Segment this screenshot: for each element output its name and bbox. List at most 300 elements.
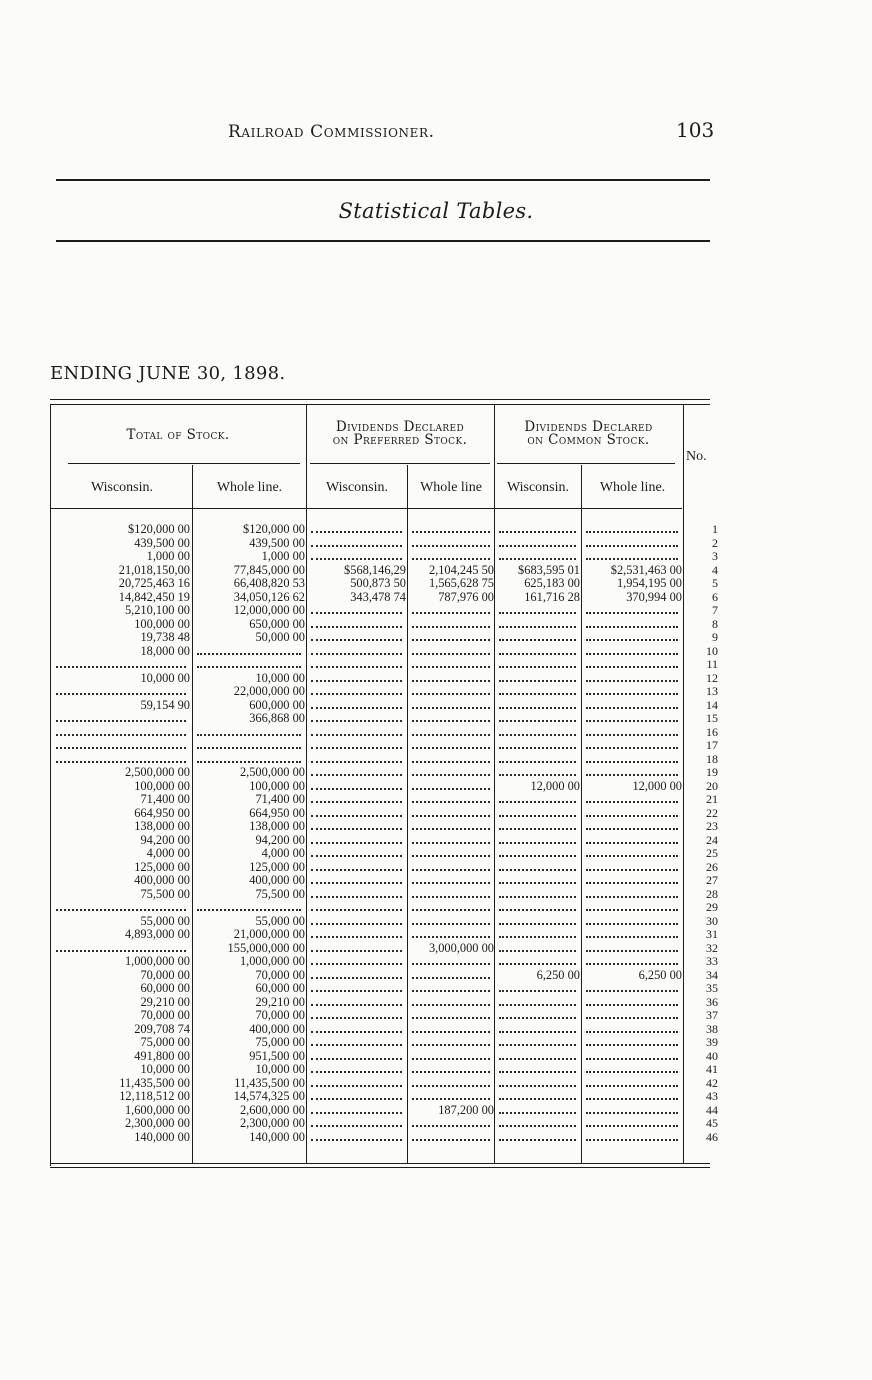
cell-total-whole-line: 21,000,000 00 xyxy=(233,928,305,941)
cell-total-wisconsin: 55,000 00 xyxy=(140,914,190,928)
leader-dots xyxy=(311,923,402,925)
leader-dots xyxy=(412,936,490,938)
leader-dots xyxy=(499,1031,576,1033)
leader-dots xyxy=(586,653,678,655)
cell-total-whole-line: 650,000 00 xyxy=(249,617,305,631)
row-number: 40 xyxy=(706,1048,718,1063)
leader-dots xyxy=(499,990,576,992)
leader-dots xyxy=(586,923,678,925)
leader-dots xyxy=(586,950,678,952)
table-row xyxy=(50,780,730,794)
leader-dots xyxy=(499,626,576,628)
cell-total-whole-line: 366,868 00 xyxy=(249,712,305,725)
leader-dots xyxy=(586,707,678,709)
leader-dots xyxy=(311,531,402,533)
row-number: 2 xyxy=(712,535,718,550)
header-bottom-rule xyxy=(50,508,682,509)
leader-dots xyxy=(412,1017,490,1019)
leader-dots xyxy=(499,936,576,938)
leader-dots xyxy=(412,666,490,668)
leader-dots xyxy=(586,801,678,803)
cell-total-whole-line: 400,000 00 xyxy=(249,1022,305,1036)
leader-dots xyxy=(586,680,678,682)
leader-dots xyxy=(311,1098,402,1100)
leader-dots xyxy=(311,869,402,871)
leader-dots xyxy=(499,963,576,965)
common-dividends-header xyxy=(495,421,682,447)
leader-dots xyxy=(499,842,576,844)
preferred-dividends-header xyxy=(307,421,493,447)
leader-dots xyxy=(586,774,678,776)
cell-preferred-whole-line: 2,104,245 50 xyxy=(428,563,494,577)
row-number: 7 xyxy=(712,603,718,617)
cell-total-wisconsin: $120,000 00 xyxy=(128,523,190,536)
leader-dots xyxy=(586,720,678,722)
cell-total-wisconsin: 100,000 00 xyxy=(134,617,190,631)
leader-dots xyxy=(499,720,576,722)
table-bottom-rule-1 xyxy=(50,1163,710,1164)
leader-dots xyxy=(586,936,678,938)
leader-dots xyxy=(586,531,678,533)
row-number: 39 xyxy=(706,1035,718,1049)
leader-dots xyxy=(586,869,678,871)
cell-total-whole-line: 94,200 00 xyxy=(255,833,305,847)
cell-common-wisconsin: 625,183 00 xyxy=(524,577,580,590)
cell-total-whole-line: 100,000 00 xyxy=(249,779,305,793)
row-number: 4 xyxy=(712,562,718,577)
table-top-rule-1 xyxy=(50,399,710,400)
table-row xyxy=(50,901,730,915)
row-number: 46 xyxy=(706,1129,718,1144)
cell-total-whole-line: 155,000,000 00 xyxy=(227,941,305,955)
table-row xyxy=(50,982,730,996)
leader-dots xyxy=(499,653,576,655)
leader-dots xyxy=(586,1071,678,1073)
cell-total-whole-line: 600,000 00 xyxy=(249,698,305,712)
leader-dots xyxy=(311,1017,402,1019)
leader-dots xyxy=(412,653,490,655)
leader-dots xyxy=(412,707,490,709)
leader-dots xyxy=(499,950,576,952)
leader-dots xyxy=(499,896,576,898)
leader-dots xyxy=(412,801,490,803)
cell-total-whole-line: 29,210 00 xyxy=(255,995,305,1009)
table-row xyxy=(50,1063,730,1077)
row-number: 14 xyxy=(706,697,718,712)
table-row xyxy=(50,1050,730,1064)
leader-dots xyxy=(499,761,576,763)
cell-total-whole-line: 664,950 00 xyxy=(249,806,305,820)
cell-total-whole-line: 50,000 00 xyxy=(255,631,305,644)
table-row xyxy=(50,726,730,740)
leader-dots xyxy=(586,1044,678,1046)
leader-dots xyxy=(311,1004,402,1006)
common-dividends-header-line1: Dividends Declared xyxy=(524,419,653,435)
row-number: 24 xyxy=(706,832,718,847)
cell-total-wisconsin: 1,000 00 xyxy=(146,550,190,563)
cell-total-wisconsin: 94,200 00 xyxy=(140,833,190,847)
cell-total-wisconsin: 20,725,463 16 xyxy=(118,577,190,590)
cell-total-wisconsin: 12,118,512 00 xyxy=(119,1090,190,1103)
leader-dots xyxy=(586,1098,678,1100)
leader-dots xyxy=(499,1058,576,1060)
row-number: 27 xyxy=(706,873,718,887)
row-number: 5 xyxy=(712,576,718,590)
row-number: 42 xyxy=(706,1075,718,1090)
leader-dots xyxy=(586,761,678,763)
leader-dots xyxy=(499,855,576,857)
table-row xyxy=(50,591,730,605)
cell-total-whole-line: 77,845,000 00 xyxy=(233,563,305,577)
cell-total-wisconsin: 5,210,100 00 xyxy=(124,604,190,617)
leader-dots xyxy=(56,666,186,668)
leader-dots xyxy=(311,990,402,992)
col-header-common-whole-line: Whole line. xyxy=(599,480,666,495)
leader-dots xyxy=(311,747,402,749)
leader-dots xyxy=(412,828,490,830)
table-row xyxy=(50,874,730,888)
cell-common-wisconsin: 161,716 28 xyxy=(524,590,580,604)
cell-total-whole-line: 22,000,000 00 xyxy=(233,685,305,698)
table-row xyxy=(50,564,730,578)
leader-dots xyxy=(311,842,402,844)
leader-dots xyxy=(56,909,186,911)
cell-total-wisconsin: 10,000 00 xyxy=(140,1063,190,1076)
preferred-dividends-header-line1: Dividends Declared xyxy=(335,419,465,435)
leader-dots xyxy=(412,923,490,925)
table-bottom-rule-2 xyxy=(50,1167,710,1168)
leader-dots xyxy=(311,1031,402,1033)
leader-dots xyxy=(586,639,678,641)
row-number: 36 xyxy=(706,994,718,1009)
leader-dots xyxy=(412,1085,490,1087)
table-row xyxy=(50,820,730,834)
leader-dots xyxy=(499,774,576,776)
leader-dots xyxy=(499,693,576,695)
cell-total-wisconsin: 18,000 00 xyxy=(140,644,190,658)
leader-dots xyxy=(412,1139,490,1141)
leader-dots xyxy=(499,815,576,817)
leader-dots xyxy=(499,882,576,884)
leader-dots xyxy=(311,896,402,898)
row-number: 3 xyxy=(712,549,718,563)
cell-common-wisconsin: 12,000 00 xyxy=(530,779,580,793)
leader-dots xyxy=(586,815,678,817)
row-number: 30 xyxy=(706,913,718,928)
leader-dots xyxy=(412,761,490,763)
cell-total-wisconsin: 71,400 00 xyxy=(140,793,190,806)
cell-total-whole-line: 70,000 00 xyxy=(255,968,305,982)
leader-dots xyxy=(499,612,576,614)
leader-dots xyxy=(56,950,186,952)
cell-total-whole-line: 66,408,820 53 xyxy=(233,577,305,590)
leader-dots xyxy=(586,1004,678,1006)
row-number: 10 xyxy=(706,643,718,658)
leader-dots xyxy=(311,545,402,547)
leader-dots xyxy=(586,626,678,628)
table-row xyxy=(50,1036,730,1050)
table-row xyxy=(50,1117,730,1131)
row-number: 38 xyxy=(706,1021,718,1036)
table-row xyxy=(50,969,730,983)
leader-dots xyxy=(311,882,402,884)
row-number: 31 xyxy=(706,927,718,941)
leader-dots xyxy=(56,720,186,722)
leader-dots xyxy=(412,963,490,965)
leader-dots xyxy=(197,909,301,911)
leader-dots xyxy=(586,1085,678,1087)
cell-common-whole-line: $2,531,463 00 xyxy=(610,563,682,577)
leader-dots xyxy=(56,693,186,695)
leader-dots xyxy=(412,680,490,682)
leader-dots xyxy=(311,774,402,776)
table-top-rule-2 xyxy=(50,404,710,405)
cell-total-wisconsin: 125,000 00 xyxy=(134,860,190,874)
leader-dots xyxy=(412,1125,490,1127)
leader-dots xyxy=(311,1125,402,1127)
col-header-common-wisconsin: Wisconsin. xyxy=(506,480,570,495)
leader-dots xyxy=(311,558,402,560)
cell-total-wisconsin: 138,000 00 xyxy=(134,820,190,833)
leader-dots xyxy=(412,882,490,884)
cell-total-wisconsin: 29,210 00 xyxy=(140,995,190,1009)
leader-dots xyxy=(586,612,678,614)
leader-dots xyxy=(586,855,678,857)
leader-dots xyxy=(197,734,301,736)
leader-dots xyxy=(412,1098,490,1100)
cell-total-wisconsin: 400,000 00 xyxy=(134,874,190,887)
cell-total-wisconsin: 4,000 00 xyxy=(146,847,190,860)
leader-dots xyxy=(311,653,402,655)
leader-dots xyxy=(499,909,576,911)
cell-preferred-wisconsin: $568,146,29 xyxy=(344,563,406,577)
row-number: 34 xyxy=(706,967,718,982)
cell-total-wisconsin: 1,000,000 00 xyxy=(124,955,190,968)
leader-dots xyxy=(412,639,490,641)
cell-preferred-wisconsin: 343,478 74 xyxy=(350,590,406,604)
cell-total-wisconsin: 209,708 74 xyxy=(134,1022,190,1036)
table-row xyxy=(50,1009,730,1023)
leader-dots xyxy=(311,612,402,614)
table-row xyxy=(50,712,730,726)
table-row xyxy=(50,523,730,537)
table-row xyxy=(50,550,730,564)
table-row xyxy=(50,807,730,821)
leader-dots xyxy=(412,977,490,979)
cell-common-wisconsin: 6,250 00 xyxy=(536,968,580,982)
leader-dots xyxy=(311,815,402,817)
leader-dots xyxy=(56,734,186,736)
leader-dots xyxy=(56,761,186,763)
cell-total-whole-line: 71,400 00 xyxy=(255,793,305,806)
cell-total-whole-line: 10,000 00 xyxy=(255,671,305,685)
table-row xyxy=(50,618,730,632)
leader-dots xyxy=(56,747,186,749)
cell-preferred-whole-line: 1,565,628 75 xyxy=(428,577,494,590)
leader-dots xyxy=(412,626,490,628)
preferred-group-rule xyxy=(310,463,490,464)
cell-total-whole-line: 138,000 00 xyxy=(249,820,305,833)
row-number: 25 xyxy=(706,846,718,860)
table-row xyxy=(50,699,730,713)
table-row xyxy=(50,1077,730,1091)
table-row xyxy=(50,766,730,780)
table-body xyxy=(50,523,730,1144)
cell-preferred-whole-line: 787,976 00 xyxy=(438,590,494,604)
leader-dots xyxy=(311,1044,402,1046)
row-number: 29 xyxy=(706,900,718,914)
leader-dots xyxy=(311,666,402,668)
cell-total-whole-line: $120,000 00 xyxy=(243,523,305,536)
cell-preferred-wisconsin: 500,873 50 xyxy=(350,577,406,590)
leader-dots xyxy=(197,666,301,668)
cell-total-whole-line: 2,500,000 00 xyxy=(239,766,305,779)
row-number: 19 xyxy=(706,765,718,779)
table-row xyxy=(50,847,730,861)
leader-dots xyxy=(412,788,490,790)
leader-dots xyxy=(412,1004,490,1006)
cell-total-whole-line: 34,050,126 62 xyxy=(233,590,305,604)
row-number: 44 xyxy=(706,1102,718,1117)
table-row xyxy=(50,888,730,902)
leader-dots xyxy=(311,761,402,763)
cell-total-wisconsin: 10,000 00 xyxy=(140,671,190,685)
leader-dots xyxy=(412,896,490,898)
cell-common-whole-line: 1,954,195 00 xyxy=(616,577,682,590)
leader-dots xyxy=(412,558,490,560)
leader-dots xyxy=(311,680,402,682)
leader-dots xyxy=(499,545,576,547)
cell-total-whole-line: 14,574,325 00 xyxy=(233,1090,305,1103)
leader-dots xyxy=(311,855,402,857)
leader-dots xyxy=(412,531,490,533)
leader-dots xyxy=(311,693,402,695)
leader-dots xyxy=(586,734,678,736)
leader-dots xyxy=(586,1125,678,1127)
leader-dots xyxy=(586,909,678,911)
table-row xyxy=(50,1131,730,1145)
leader-dots xyxy=(412,869,490,871)
leader-dots xyxy=(499,801,576,803)
leader-dots xyxy=(499,828,576,830)
row-number: 22 xyxy=(706,805,718,820)
cell-total-whole-line: 439,500 00 xyxy=(249,536,305,550)
cell-total-wisconsin: 100,000 00 xyxy=(134,779,190,793)
cell-total-whole-line: 951,500 00 xyxy=(249,1049,305,1063)
leader-dots xyxy=(412,815,490,817)
leader-dots xyxy=(586,896,678,898)
leader-dots xyxy=(586,666,678,668)
leader-dots xyxy=(586,545,678,547)
leader-dots xyxy=(499,1017,576,1019)
row-number: 28 xyxy=(706,886,718,901)
table-row xyxy=(50,1023,730,1037)
table-row xyxy=(50,834,730,848)
preferred-dividends-header-line2: on Preferred Stock. xyxy=(332,432,468,448)
col-header-preferred-whole-line: Whole line xyxy=(420,480,482,495)
leader-dots xyxy=(412,855,490,857)
row-number: 15 xyxy=(706,711,718,725)
leader-dots xyxy=(412,774,490,776)
no-column-header: No. xyxy=(686,449,707,464)
leader-dots xyxy=(499,1085,576,1087)
cell-total-whole-line: 70,000 00 xyxy=(255,1009,305,1022)
leader-dots xyxy=(499,747,576,749)
total-stock-group-rule xyxy=(68,463,300,464)
leader-dots xyxy=(412,1044,490,1046)
leader-dots xyxy=(311,788,402,790)
row-number: 17 xyxy=(706,738,718,752)
cell-common-whole-line: 370,994 00 xyxy=(626,590,682,604)
leader-dots xyxy=(499,1004,576,1006)
leader-dots xyxy=(311,828,402,830)
leader-dots xyxy=(586,828,678,830)
row-number: 18 xyxy=(706,751,718,766)
leader-dots xyxy=(412,990,490,992)
row-number: 32 xyxy=(706,940,718,955)
leader-dots xyxy=(499,1044,576,1046)
leader-dots xyxy=(311,909,402,911)
table-row xyxy=(50,1090,730,1104)
cell-total-wisconsin: 439,500 00 xyxy=(134,536,190,550)
leader-dots xyxy=(586,882,678,884)
leader-dots xyxy=(412,842,490,844)
table-row xyxy=(50,955,730,969)
leader-dots xyxy=(586,693,678,695)
cell-total-whole-line: 125,000 00 xyxy=(249,860,305,874)
cell-total-wisconsin: 11,435,500 00 xyxy=(119,1076,190,1090)
cell-total-wisconsin: 2,300,000 00 xyxy=(124,1117,190,1130)
cell-total-wisconsin: 140,000 00 xyxy=(134,1130,190,1144)
cell-total-whole-line: 75,000 00 xyxy=(255,1036,305,1049)
top-rule xyxy=(56,179,710,181)
leader-dots xyxy=(311,963,402,965)
leader-dots xyxy=(311,801,402,803)
leader-dots xyxy=(311,1058,402,1060)
table-row xyxy=(50,604,730,618)
leader-dots xyxy=(412,1071,490,1073)
common-group-rule xyxy=(497,463,675,464)
leader-dots xyxy=(412,612,490,614)
leader-dots xyxy=(499,531,576,533)
leader-dots xyxy=(586,1139,678,1141)
leader-dots xyxy=(412,747,490,749)
leader-dots xyxy=(311,1085,402,1087)
table-row xyxy=(50,996,730,1010)
cell-total-wisconsin: 14,842,450 19 xyxy=(118,590,190,604)
leader-dots xyxy=(311,707,402,709)
leader-dots xyxy=(586,990,678,992)
cell-total-wisconsin: 4,893,000 00 xyxy=(124,928,190,941)
leader-dots xyxy=(311,734,402,736)
leader-dots xyxy=(586,1017,678,1019)
leader-dots xyxy=(499,1098,576,1100)
row-number: 45 xyxy=(706,1116,718,1130)
leader-dots xyxy=(412,545,490,547)
row-number: 1 xyxy=(712,522,718,536)
leader-dots xyxy=(586,1058,678,1060)
leader-dots xyxy=(412,1031,490,1033)
leader-dots xyxy=(412,909,490,911)
leader-dots xyxy=(499,639,576,641)
row-number: 20 xyxy=(706,778,718,793)
leader-dots xyxy=(586,747,678,749)
table-row xyxy=(50,861,730,875)
leader-dots xyxy=(412,734,490,736)
cell-total-whole-line: 4,000 00 xyxy=(261,847,305,860)
cell-preferred-whole-line: 3,000,000 00 xyxy=(428,941,494,955)
cell-preferred-whole-line: 187,200 00 xyxy=(438,1103,494,1117)
